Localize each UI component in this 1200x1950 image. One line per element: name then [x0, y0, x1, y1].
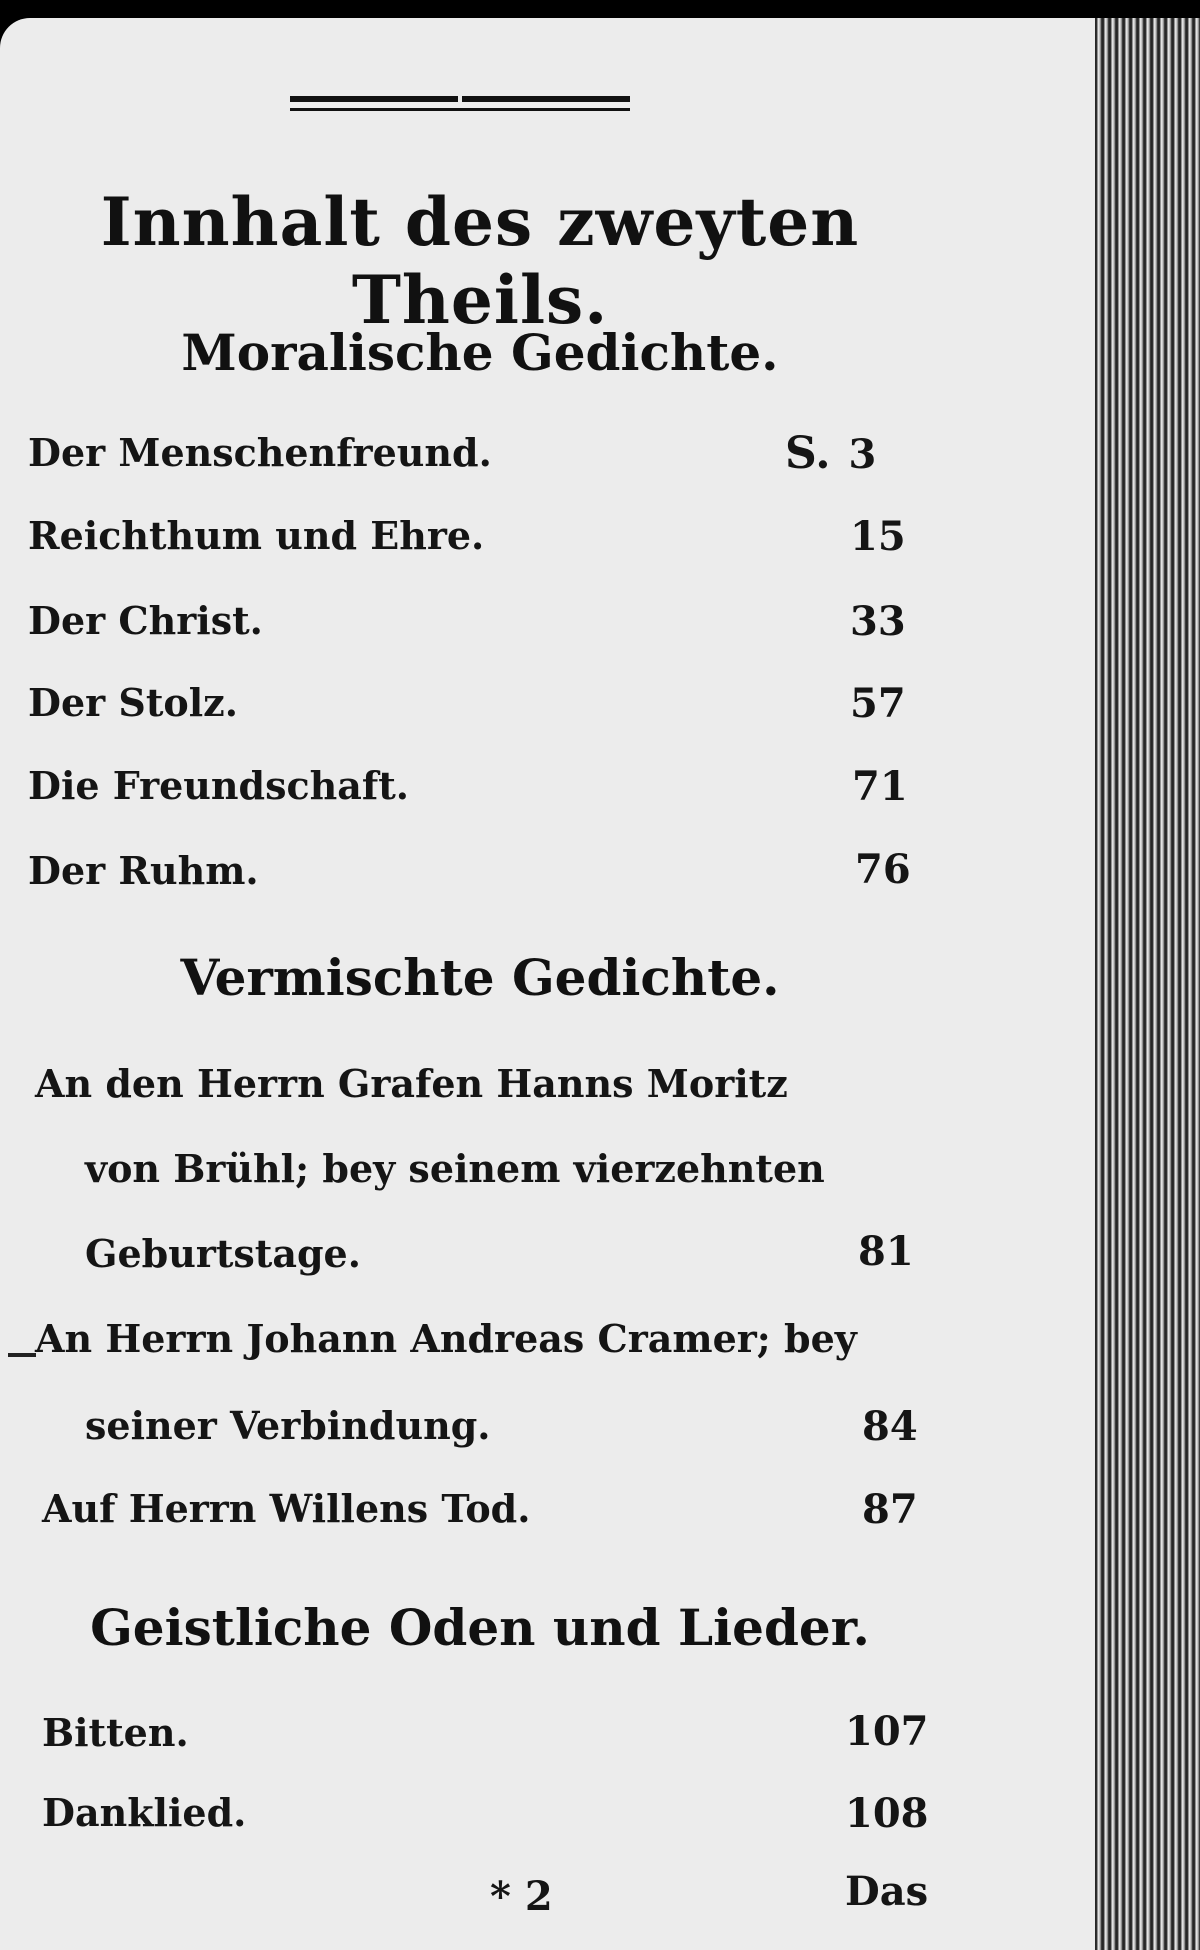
- signature-mark: * 2: [490, 1873, 553, 1920]
- toc-entry-title: Die Freundschaft.: [28, 763, 410, 808]
- toc-entry-title: Auf Herrn Willens Tod.: [42, 1486, 531, 1531]
- toc-entry-title: Der Ruhm.: [28, 848, 259, 893]
- margin-mark: [8, 1353, 36, 1357]
- toc-entry-page: 15: [850, 513, 906, 560]
- toc-entry-page: [785, 428, 876, 479]
- toc-entry-title: An Herrn Johann Andreas Cramer; bey: [35, 1316, 857, 1361]
- toc-entry-page: 57: [850, 680, 906, 727]
- toc-entry-page: 71: [852, 763, 908, 810]
- section-heading-geistliche: Geistliche Oden und Lieder.: [90, 1598, 870, 1657]
- page-title: Innhalt des zweyten Theils.: [100, 183, 860, 339]
- toc-entry-page: 87: [862, 1486, 918, 1533]
- toc-entry-title: Bitten.: [42, 1710, 189, 1755]
- toc-entry-page: 33: [850, 598, 906, 645]
- ornamental-rule-thin: [290, 108, 630, 111]
- page-prefix: S.: [785, 428, 831, 479]
- toc-entry-title-continued: von Brühl; bey seinem vierzehnten: [85, 1146, 825, 1191]
- ornamental-rule-right: [462, 96, 630, 102]
- page-number: 3: [848, 431, 877, 478]
- toc-entry-title: An den Herrn Grafen Hanns Moritz: [35, 1061, 788, 1106]
- toc-entry-title-continued: Geburtstage.: [85, 1231, 361, 1276]
- toc-entry-title: Reichthum und Ehre.: [28, 513, 485, 558]
- page-edge-stack: [1095, 18, 1200, 1950]
- catchword: Das: [845, 1868, 929, 1915]
- ornamental-rule-left: [290, 96, 458, 102]
- toc-entry-title: Der Christ.: [28, 598, 263, 643]
- toc-entry-page: 84: [862, 1403, 918, 1450]
- toc-entry-title: Der Menschenfreund.: [28, 430, 492, 475]
- toc-entry-page: 81: [858, 1228, 914, 1275]
- section-heading-vermischte: Vermischte Gedichte.: [180, 948, 780, 1007]
- section-heading-moralische: Moralische Gedichte.: [181, 323, 779, 382]
- toc-entry-page: 107: [845, 1708, 929, 1755]
- toc-entry-title: Danklied.: [42, 1790, 247, 1835]
- toc-entry-page: 76: [855, 846, 911, 893]
- toc-entry-title-continued: seiner Verbindung.: [85, 1403, 491, 1448]
- book-page: [0, 18, 1095, 1950]
- toc-entry-title: Der Stolz.: [28, 680, 238, 725]
- toc-entry-page: 108: [845, 1790, 929, 1837]
